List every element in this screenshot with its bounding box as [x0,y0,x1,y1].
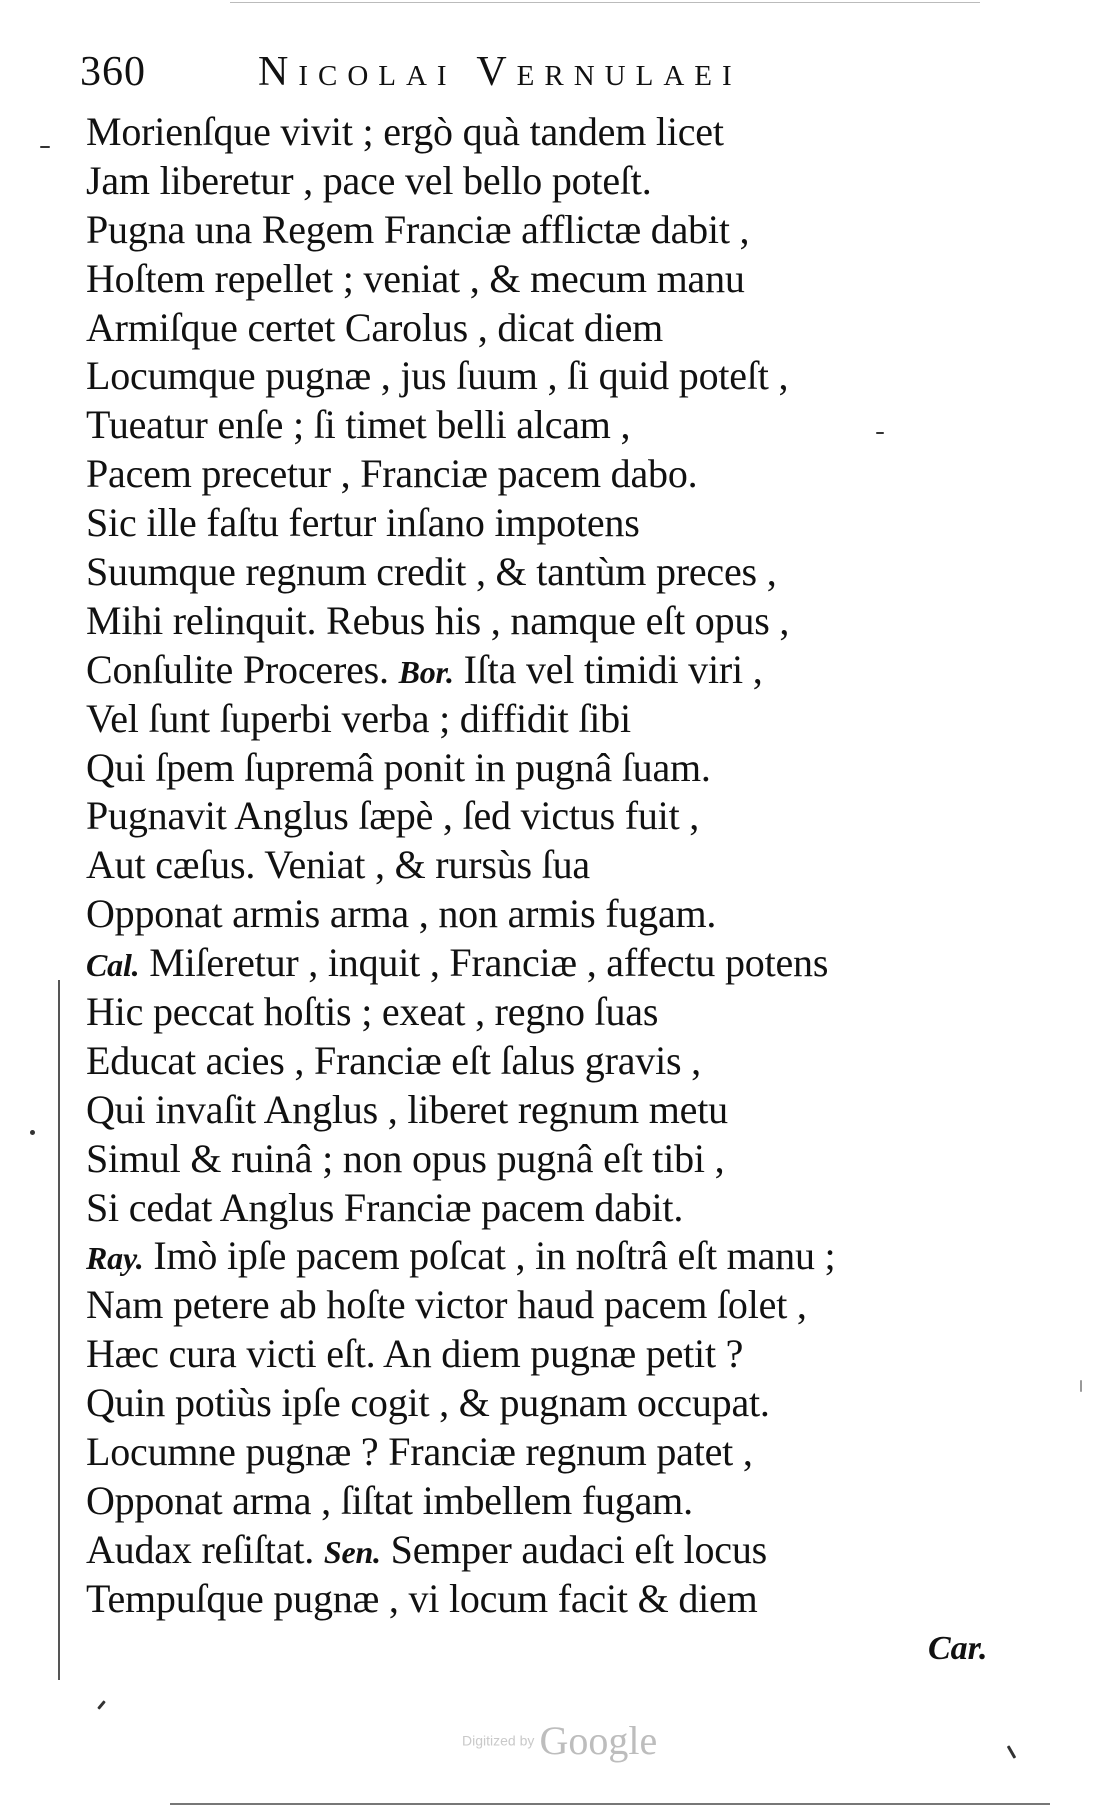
verse-line: Opponat arma , ſiſtat imbellem fugam. [86,1477,693,1523]
verse-line: Qui ſpem ſupremâ ponit in pugnâ ſuam. [86,744,711,790]
verse-line: Tempuſque pugnæ , vi locum facit & diem [86,1575,758,1621]
verse-line: Morienſque vivit ; ergò quà tandem licet [86,109,724,154]
watermark-prefix: Digitized by [462,1732,535,1749]
verse-line: Sic ille faſtu fertur inſano impotens [86,500,640,546]
speaker-tag: Bor. [398,653,454,690]
top-edge-line [230,2,980,3]
line-text: Miſeretur , inquit , Franciæ , affectu potens [139,940,829,986]
ink-speck [30,1130,35,1135]
ink-speck [1007,1745,1017,1759]
verse-line: Hoſtem repellet ; veniat , & mecum manu [86,255,745,301]
verse-line: Jam liberetur , pace vel bello poteſt. [86,157,652,203]
verse-line: Vel ſunt ſuperbi verba ; diffidit ſibi [86,695,631,741]
ink-speck [97,1700,106,1710]
verse-line: Tueatur enſe ; ſi timet belli alcam , [86,402,631,448]
verse-line-with-speaker [86,939,986,988]
verse-line: Qui invaſit Anglus , liberet regnum metu [86,1086,728,1132]
line-text: Iſta vel timidi viri , [453,646,763,692]
verse-line: Si cedat Anglus Franciæ pacem dabit. [86,1184,684,1230]
verse-line: Armiſque certet Carolus , dicat diem [86,304,664,350]
line-text: Audax reſiſtat. [86,1526,324,1572]
line-text: Imò ipſe pacem poſcat , in noſtrâ eſt manu ; [143,1233,836,1279]
verse-line: Opponat armis arma , non armis fugam. [86,891,717,937]
verse-line-with-speaker [86,1232,986,1281]
verse-line: Educat acies , Franciæ eſt ſalus gravis , [86,1037,701,1083]
verse-line: Pugnavit Anglus ſæpè , ſed victus fuit , [86,793,700,839]
running-title: Nicolai Vernulaei [258,49,742,95]
speaker-tag: Sen. [323,1533,381,1570]
line-text: Semper audaci eſt locus [380,1526,768,1572]
verse-line-with-speaker [86,646,986,695]
catchword: Car. [928,1630,988,1667]
speaker-tag: Cal. [86,947,140,984]
verse-line: Simul & ruinâ ; non opus pugnâ eſt tibi , [86,1135,725,1181]
google-logo: Google [539,1718,658,1763]
verse-line: Locumne pugnæ ? Franciæ regnum patet , [86,1429,753,1475]
bottom-edge-line [170,1803,1050,1805]
line-text: Conſulite Proceres. [86,646,399,692]
verse-line: Pacem precetur , Franciæ pacem dabo. [86,451,698,497]
page-number: 360 [80,49,146,95]
speaker-tag: Ray. [86,1240,144,1277]
verse-line: Aut cæſus. Veniat , & rursùs ſua [86,842,590,888]
verse-line: Quin potiùs ipſe cogit , & pugnam occupat. [86,1380,770,1426]
ink-speck [876,432,884,434]
ink-speck [40,146,50,148]
verse-line-with-speaker [86,1526,986,1575]
left-margin-line [58,980,60,1680]
verse-line: Mihi relinquit. Rebus his , namque eſt opus , [86,597,790,643]
verse-text [86,108,986,1624]
verse-line: Hæc cura victi eſt. An diem pugnæ petit ? [86,1331,744,1377]
verse-line: Nam petere ab hoſte victor haud pacem ſolet , [86,1282,807,1328]
verse-line: Hic peccat hoſtis ; exeat , regno ſuas [86,989,659,1035]
verse-line: Suumque regnum credit , & tantùm preces , [86,549,777,595]
page-header [80,48,860,104]
verse-line: Locumque pugnæ , jus ſuum , ſi quid poteſt , [86,353,789,399]
verse-line: Pugna una Regem Franciæ afflictæ dabit , [86,206,750,252]
digitization-watermark [462,1717,702,1767]
ink-speck [1080,1380,1082,1392]
